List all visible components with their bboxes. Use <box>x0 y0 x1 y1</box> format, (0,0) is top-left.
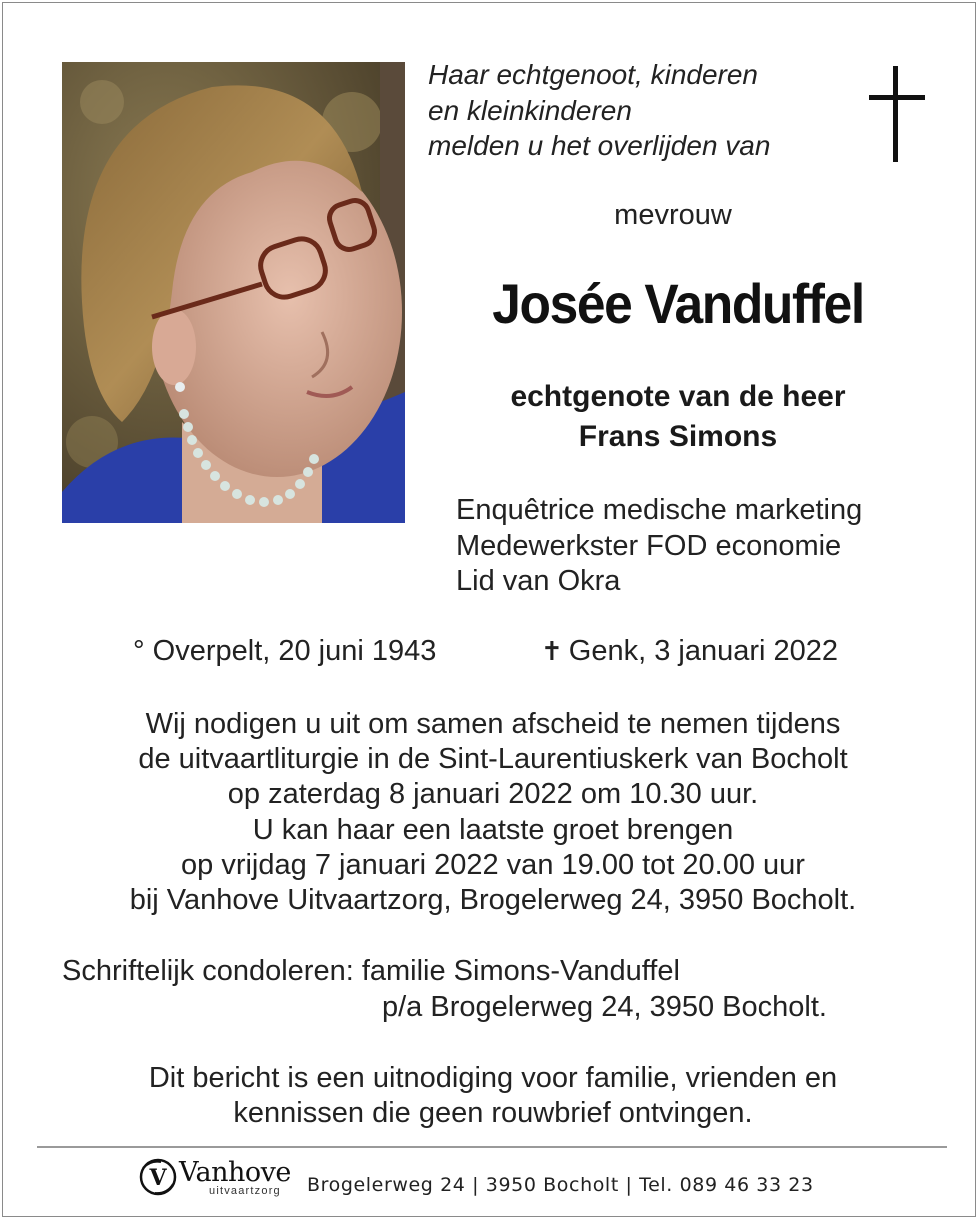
vanhove-logo-icon <box>137 1156 179 1198</box>
death-date-group <box>541 635 838 668</box>
note-line: kennissen die geen rouwbrief ontvingen. <box>233 1097 753 1129</box>
obituary-card <box>2 2 976 1217</box>
portrait-photo <box>62 62 405 523</box>
footer-divider <box>37 1146 947 1148</box>
invitation-line: U kan haar een laatste groet brengen <box>252 813 734 846</box>
footer-address: Brogelerweg 24 | 3950 Bocholt | Tel. 089 46 33 23 <box>307 1174 814 1196</box>
condolence-address-line: p/a Brogelerweg 24, 3950 Bocholt. <box>382 991 827 1023</box>
logo-mark-letter: V <box>149 1165 167 1191</box>
intro-line: Haar echtgenoot, kinderen <box>428 59 758 90</box>
death-date: Genk, 3 januari 2022 <box>568 635 839 667</box>
invitation-line: op vrijdag 7 januari 2022 van 19.00 tot 20.00 uur <box>181 848 805 881</box>
spouse-info <box>443 377 913 457</box>
honorific: mevrouw <box>614 199 732 231</box>
closing-note <box>63 1061 923 1131</box>
intro-line: melden u het overlijden van <box>428 130 771 161</box>
birth-date: ° Overpelt, 20 juni 1943 <box>133 635 437 667</box>
portrait-illustration <box>62 62 405 523</box>
deceased-name: Josée Vanduffel <box>492 272 864 335</box>
spouse-line: echtgenote van de heer <box>510 380 846 413</box>
role-item: Lid van Okra <box>456 565 621 597</box>
spouse-name: Frans Simons <box>578 420 778 453</box>
funeral-home-footer <box>137 1153 837 1203</box>
condolence-address <box>62 953 922 1025</box>
invitation-line: op zaterdag 8 januari 2022 om 10.30 uur. <box>227 778 759 811</box>
role-item: Medewerkster FOD economie <box>456 529 842 562</box>
note-line: Dit bericht is een uitnodiging voor familie, vrienden en <box>148 1062 838 1094</box>
cross-icon <box>869 66 925 162</box>
intro-line: en kleinkinderen <box>428 94 632 126</box>
roles-list <box>456 493 916 600</box>
logo-name: Vanhove <box>179 1157 291 1188</box>
funeral-invitation <box>63 707 923 918</box>
announcement-intro <box>428 57 848 164</box>
role-item: Enquêtrice medische marketing <box>456 494 863 526</box>
condolence-line: Schriftelijk condoleren: familie Simons-Vanduffel <box>62 955 680 987</box>
logo-subtitle: uitvaartzorg <box>209 1185 281 1197</box>
dagger-icon: ✝ <box>541 636 563 666</box>
invitation-line: de uitvaartliturgie in de Sint-Laurentiuskerk van Bocholt <box>138 743 848 776</box>
life-dates <box>3 635 977 675</box>
invitation-line: bij Vanhove Uitvaartzorg, Brogelerweg 24, 3950 Bocholt. <box>129 884 857 917</box>
invitation-line: Wij nodigen u uit om samen afscheid te nemen tijdens <box>145 708 841 740</box>
